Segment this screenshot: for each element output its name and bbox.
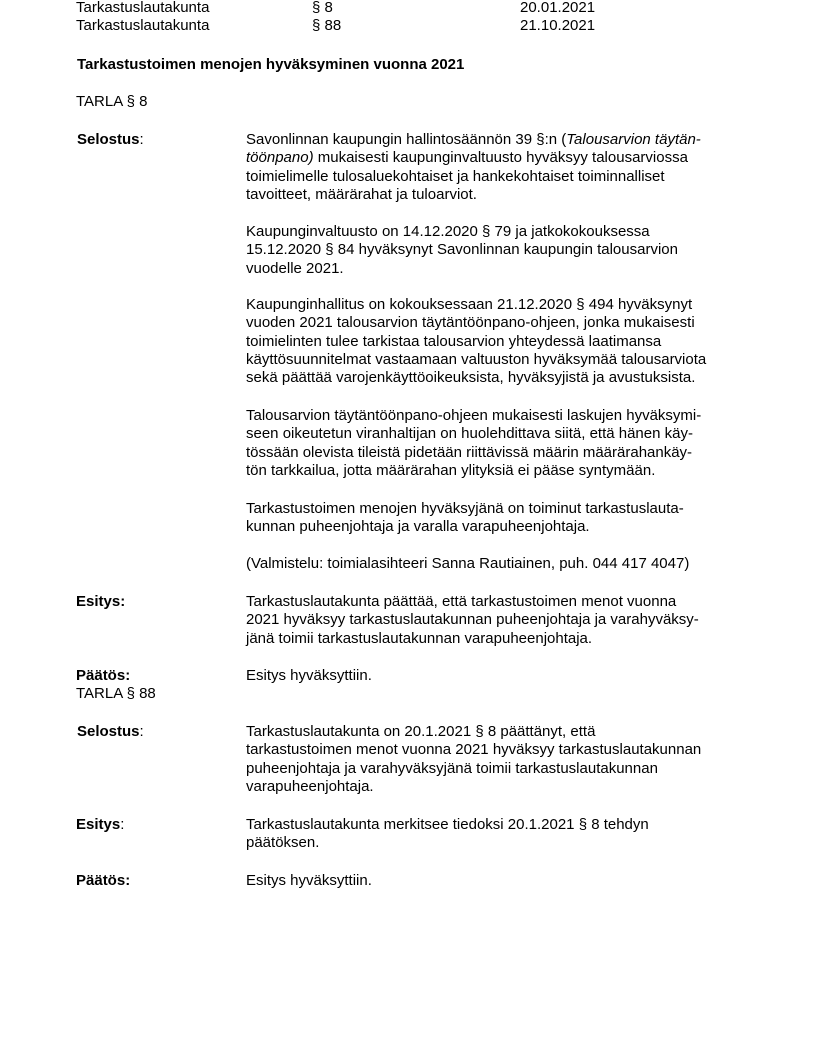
paragraph-text: Savonlinnan kaupungin hallintosäännön 39 §:n ( <box>246 131 567 148</box>
selostus-paragraph <box>246 131 746 204</box>
label-colon: : <box>120 816 125 833</box>
esitys-text: Tarkastuslautakunta päättää, että tarkastustoimen menot vuonna 2021 hyväksyy tarkastuslautakunnan puheenjohtaja ja varahyväksy- jänä toimii tarkastuslautakunnan varapuheenjohtaja. <box>246 593 699 647</box>
item-reference: TARLA § 8 <box>76 93 148 110</box>
selostus-paragraph: Tarkastuslautakunta on 20.1.2021 § 8 päättänyt, että tarkastustoimen menot vuonna 2021 hyväksyy tarkastuslautakunnan puheenjohtaja ja varahyväksyjänä toimii tarkastuslautakunnan varapuheenjohtaja. <box>246 723 702 795</box>
selostus-paragraph: Tarkastustoimen menojen hyväksyjänä on toiminut tarkastuslauta- kunnan puheenjohtaja ja varalla varapuheenjohtaja. <box>246 500 684 536</box>
paatos-text: Esitys hyväksyttiin. <box>246 667 372 684</box>
paatos-text: Esitys hyväksyttiin. <box>246 872 372 889</box>
esitys-label: Esitys: <box>76 593 126 610</box>
item-reference: TARLA § 88 <box>76 685 156 702</box>
selostus-label <box>77 131 144 149</box>
selostus-paragraph: Kaupunginvaltuusto on 14.12.2020 § 79 ja jatkokokouksessa 15.12.2020 § 84 hyväksynyt Savonlinnan kaupungin talousarvion vuodelle 2021. <box>246 223 678 277</box>
esitys-label <box>76 816 124 834</box>
paatos-label: Päätös: <box>76 667 131 684</box>
committee-name: Tarkastuslautakunta <box>76 17 210 34</box>
paragraph-text: mukaisesti kaupunginvaltuusto hyväksyy talousarviossa toimielimelle tulosaluekohtaiset ja hankekohtaiset toiminnalliset tavoitteet, määrärahat ja tuloarviot. <box>246 149 688 203</box>
meeting-date: 21.10.2021 <box>520 17 596 34</box>
preparer-note: (Valmistelu: toimialasihteeri Sanna Rautiainen, puh. 044 417 4047) <box>246 555 690 572</box>
esitys-text: Tarkastuslautakunta merkitsee tiedoksi 20.1.2021 § 8 tehdyn päätöksen. <box>246 816 649 852</box>
section-number: § 88 <box>312 17 342 34</box>
selostus-label-text: Selostus <box>77 723 140 740</box>
document-title: Tarkastustoimen menojen hyväksyminen vuonna 2021 <box>77 56 465 73</box>
esitys-label-text: Esitys <box>76 816 121 833</box>
meeting-date: 20.01.2021 <box>520 0 596 16</box>
section-number: § 8 <box>312 0 333 16</box>
selostus-label-text: Selostus <box>77 131 140 148</box>
paragraph-italic-text: Talousarvion täytän- töönpano) <box>246 131 701 167</box>
selostus-label <box>77 723 144 741</box>
label-colon: : <box>139 131 144 148</box>
selostus-paragraph: Talousarvion täytäntöönpano-ohjeen mukaisesti laskujen hyväksymi- seen oikeutetun viranhaltijan on huolehdittava siitä, että hänen käy- tössään olevista tileistä pidetään riittävissä määrin määrärahankäy- tön tarkkailua, jotta määrärahan ylityksiä ei pääse syntymään. <box>246 407 702 479</box>
label-colon: : <box>139 723 144 740</box>
paatos-label: Päätös: <box>76 872 131 889</box>
selostus-paragraph: Kaupunginhallitus on kokouksessaan 21.12.2020 § 494 hyväksynyt vuoden 2021 talousarvion täytäntöönpano-ohjeen, jonka mukaisesti toimielinten tulee tarkistaa talousarvion yhteydessä laatimansa käyttösuunnitelmat vastaamaan valtuuston hyväksymää talousarviota sekä päättää varojenkäyttöoikeuksista, hyväksyjistä ja avustuksista. <box>246 296 707 387</box>
committee-name: Tarkastuslautakunta <box>76 0 210 16</box>
